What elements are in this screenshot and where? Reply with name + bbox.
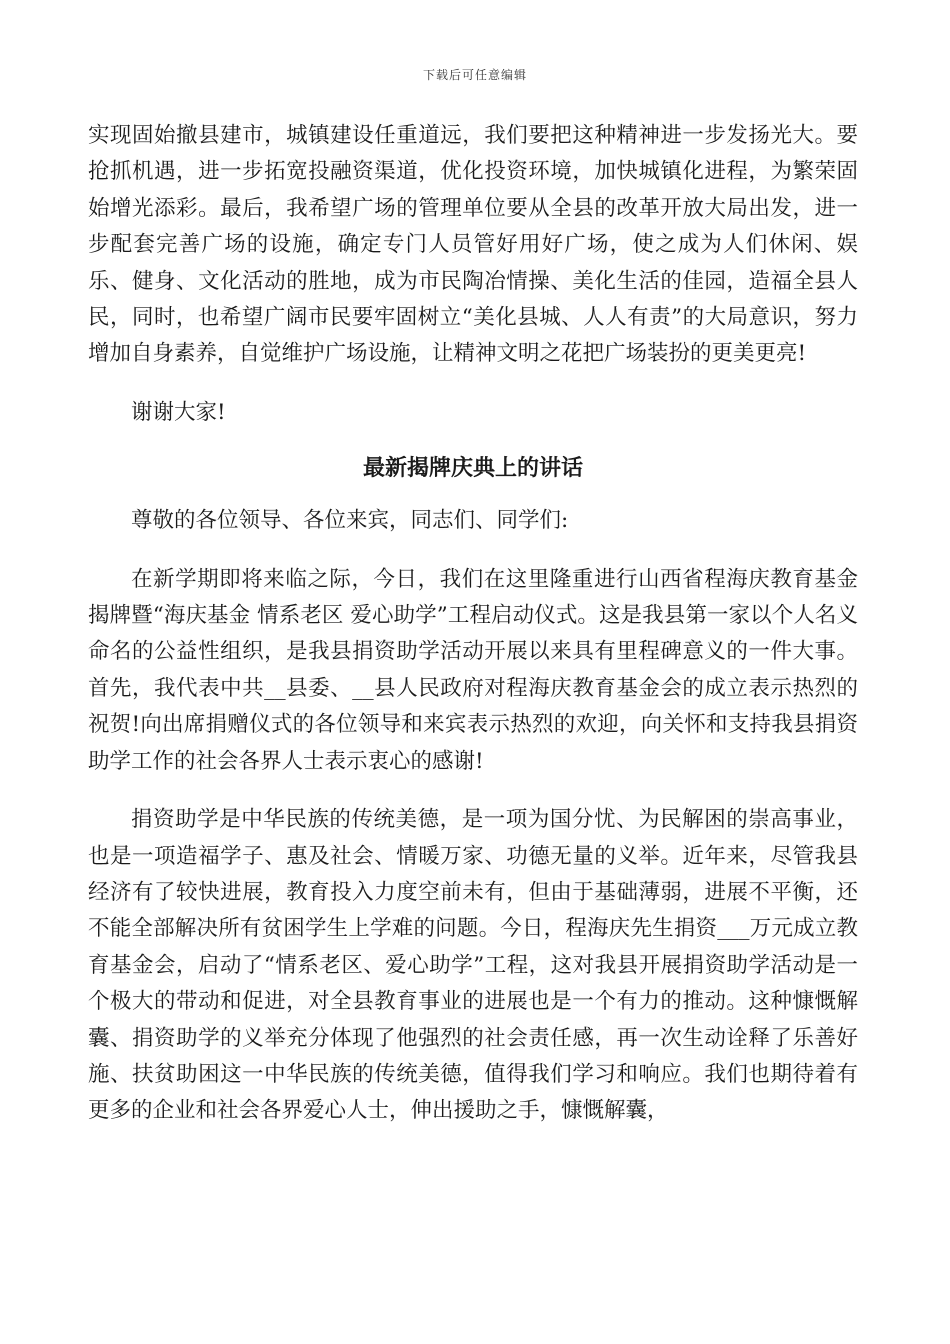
paragraph-opening: 在新学期即将来临之际，今日，我们在这里隆重进行山西省程海庆教育基金揭牌暨“海庆基金 情系老区 爱心助学”工程启动仪式。这是我县第一家以个人名义命名的公益性组织，是我县捐资助学活动开展以来具有里程碑意义的一件大事。首先，我代表中共__县委、__县人民政府对程海庆教育基金会的成立表示热烈的祝贺!向出席捐赠仪式的各位领导和来宾表示热烈的欢迎，向关怀和支持我县捐资助学工作的社会各界人士表示衷心的感谢!: [88, 566, 858, 774]
paragraph-closing-remarks: 实现固始撤县建市，城镇建设任重道远，我们要把这种精神进一步发扬光大。要抢抓机遇，进一步拓宽投融资渠道，优化投资环境，加快城镇化进程，为繁荣固始增光添彩。最后，我希望广场的管理单位要从全县的改革开放大局出发，进一步配套完善广场的设施，确定专门人员管好用好广场，使之成为人们休闲、娱乐、健身、文化活动的胜地，成为市民陶冶情操、美化生活的佳园，造福全县人民，同时，也希望广阔市民要牢固树立“美化县城、人人有责”的大局意识，努力增加自身素养，自觉维护广场设施，让精神文明之花把广场装扮的更美更亮!: [88, 123, 858, 367]
paragraph-salutation: 尊敬的各位领导、各位来宾，同志们、同学们:: [131, 508, 569, 534]
paragraph-thanks: 谢谢大家!: [131, 399, 226, 425]
paragraph-donation: 捐资助学是中华民族的传统美德，是一项为国分忧、为民解困的崇高事业，也是一项造福学子、惠及社会、情暖万家、功德无量的义举。近年来，尽管我县经济有了较快进展，教育投入力度空前未有，但由于基础薄弱，进展不平衡，还不能全部解决所有贫困学生上学难的问题。今日，程海庆先生捐资___万元成立教育基金会，启动了“情系老区、爱心助学”工程，这对我县开展捐资助学活动是一个极大的带动和促进，对全县教育事业的进展也是一个有力的推动。这种慷慨解囊、捐资助学的义举充分体现了他强烈的社会责任感，再一次生动诠释了乐善好施、扶贫助困这一中华民族的传统美德，值得我们学习和响应。我们也期待着有更多的企业和社会各界爱心人士，伸出援助之手，慷慨解囊，: [88, 807, 858, 1124]
speech-title: 最新揭牌庆典上的讲话: [362, 456, 583, 482]
document-body: [88, 118, 858, 1130]
page-header-note: 下载后可任意编辑: [422, 68, 527, 82]
